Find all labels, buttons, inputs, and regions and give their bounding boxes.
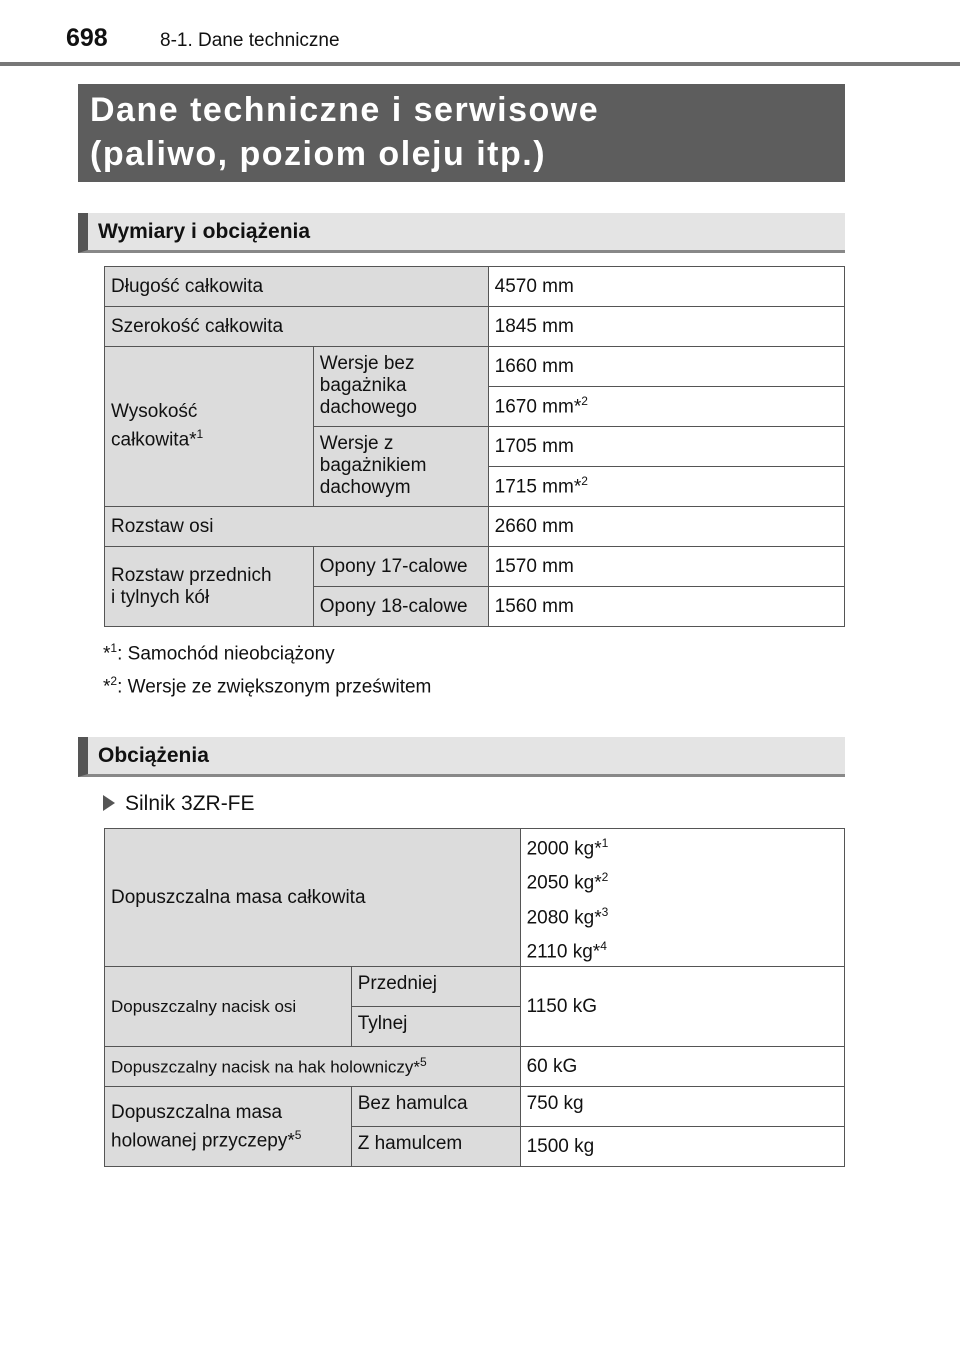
cell-length-value: 4570 mm <box>488 267 844 307</box>
section-heading-dimensions: Wymiary i obciążenia <box>78 213 845 253</box>
cell-no-rack-value-1: 1660 mm <box>488 347 844 387</box>
footnote-mark: 5 <box>420 1055 427 1070</box>
cell-no-rack-value-2 <box>488 387 844 427</box>
cell-hitch-value: 60 kG <box>520 1047 844 1087</box>
cell-gvm-label: Dopuszczalna masa całkowita <box>105 829 521 967</box>
cell-brake-label: Z hamulcem <box>351 1127 520 1167</box>
hitch-label-text: Dopuszczalny nacisk na hak holowniczy* <box>111 1058 420 1078</box>
no-rack-line2: bagażnika <box>319 375 407 396</box>
dimensions-table <box>104 266 845 627</box>
height-label-line2: całkowita* <box>111 429 197 451</box>
cell-wheelbase-label: Rozstaw osi <box>105 507 489 547</box>
cell-nobrake-label: Bez hamulca <box>351 1087 520 1127</box>
engine-heading <box>103 792 255 816</box>
rack-line2: bagażnikiem <box>319 455 427 476</box>
gvm-value-text: 2110 kg* <box>526 941 601 963</box>
footnote-mark: 2 <box>581 394 588 409</box>
page-title <box>78 84 845 182</box>
footnote-1-text: : Samochód nieobciążony <box>117 643 335 665</box>
table-row <box>105 829 845 967</box>
cell-tire18-value: 1560 mm <box>488 587 844 627</box>
no-rack-line3: dachowego <box>319 397 417 418</box>
gvm-value <box>527 898 838 932</box>
page-title-line1: Dane techniczne i serwisowe <box>90 91 600 129</box>
cell-height-label <box>105 347 314 507</box>
cell-tire18-label: Opony 18-calowe <box>313 587 488 627</box>
footnote-1 <box>103 641 335 665</box>
footnote-mark: 1 <box>196 427 204 442</box>
table-row <box>105 1087 845 1127</box>
footnote-2-number: 2 <box>110 674 118 688</box>
cell-front-label: Przedniej <box>351 967 520 1007</box>
cell-rack-value-1: 1705 mm <box>488 427 844 467</box>
cell-axle-value: 1150 kG <box>520 967 844 1047</box>
table-row <box>105 967 845 1007</box>
track-line1: Rozstaw przednich <box>111 564 272 586</box>
height-label-line1: Wysokość <box>111 401 198 423</box>
page-number: 698 <box>66 24 108 52</box>
footnote-mark: 2 <box>581 474 588 489</box>
gvm-value <box>527 863 838 897</box>
cell-width-value: 1845 mm <box>488 307 844 347</box>
header-divider <box>0 62 960 66</box>
footnote-mark: 4 <box>600 938 607 953</box>
cell-track-label <box>105 547 314 627</box>
engine-label: Silnik 3ZR-FE <box>125 792 255 815</box>
cell-rear-label: Tylnej <box>351 1007 520 1047</box>
cell-tire17-label: Opony 17-calowe <box>313 547 488 587</box>
gvm-value <box>527 932 838 966</box>
table-row <box>105 547 845 587</box>
page-header <box>0 0 960 68</box>
footnote-mark: 2 <box>601 870 609 885</box>
cell-rack-value-2 <box>488 467 844 507</box>
footnote-1-number: 1 <box>110 641 118 655</box>
gvm-value-text: 2080 kg* <box>526 906 602 928</box>
no-rack-line1: Wersje bez <box>319 353 415 374</box>
cell-nobrake-value: 750 kg <box>520 1087 844 1127</box>
footnote-2-text: : Wersje ze zwiększonym prześwitem <box>117 676 432 698</box>
footnote-2-mark: * <box>103 676 111 698</box>
trailer-line1: Dopuszczalna masa <box>111 1101 283 1123</box>
gvm-value-text: 2050 kg* <box>526 872 602 894</box>
footnote-2 <box>103 674 431 698</box>
cell-wheelbase-value: 2660 mm <box>488 507 844 547</box>
footnote-mark: 3 <box>601 904 609 919</box>
table-row <box>105 1047 845 1087</box>
rack-value-2-text: 1715 mm* <box>494 476 582 498</box>
footnote-mark: 1 <box>601 836 609 850</box>
cell-trailer-label <box>105 1087 352 1167</box>
table-row <box>105 307 845 347</box>
page-title-line2: (paliwo, poziom oleju itp.) <box>90 135 547 173</box>
section-reference: 8-1. Dane techniczne <box>160 30 340 51</box>
trailer-line2: holowanej przyczepy* <box>111 1129 295 1151</box>
triangle-bullet-icon <box>103 795 115 811</box>
track-line2: i tylnych kół <box>111 586 210 608</box>
footnote-1-mark: * <box>103 643 111 665</box>
gvm-value-text: 2000 kg* <box>526 838 602 860</box>
cell-rack-label <box>313 427 488 507</box>
cell-no-rack-label <box>313 347 488 427</box>
loads-table <box>104 828 845 1167</box>
cell-width-label: Szerokość całkowita <box>105 307 489 347</box>
cell-axle-label: Dopuszczalny nacisk osi <box>105 967 352 1047</box>
rack-line1: Wersje z <box>319 433 394 454</box>
table-row <box>105 507 845 547</box>
no-rack-value-2-text: 1670 mm* <box>494 396 582 418</box>
rack-line3: dachowym <box>319 477 411 498</box>
gvm-value <box>527 829 838 863</box>
cell-hitch-label <box>105 1047 521 1087</box>
cell-length-label: Długość całkowita <box>105 267 489 307</box>
footnote-mark: 5 <box>294 1127 302 1142</box>
cell-brake-value: 1500 kg <box>520 1127 844 1167</box>
section-heading-loads: Obciążenia <box>78 737 845 777</box>
cell-tire17-value: 1570 mm <box>488 547 844 587</box>
cell-gvm-values <box>520 829 844 967</box>
table-row <box>105 267 845 307</box>
table-row <box>105 347 845 387</box>
